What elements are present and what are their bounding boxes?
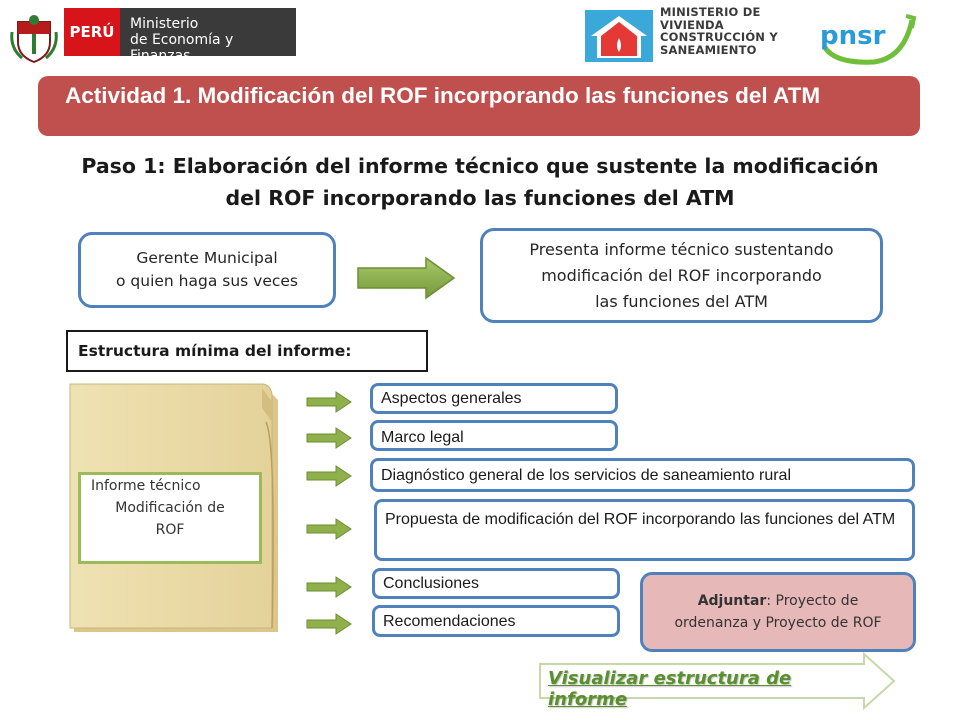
arrow-icon [306,613,352,635]
mef-line-1: Ministerio [130,16,199,32]
attach-note [640,572,916,652]
gerente-line-1: Gerente Municipal [136,249,278,267]
report-label-line-2: Modificación de [115,500,225,516]
item-conclusiones: Conclusiones [372,568,620,599]
structure-heading: Estructura mínima del informe: [66,330,428,372]
vivienda-line-2: VIVIENDA [660,17,724,32]
vivienda-line-3: CONSTRUCCIÓN Y [660,30,778,44]
arrow-icon [306,465,352,487]
report-label-line-3: ROF [155,522,185,538]
item-diagnostico: Diagnóstico general de los servicios de saneamiento rural [370,458,915,492]
arrow-icon [306,391,352,413]
presenta-box [480,228,883,323]
vivienda-line-4: SANEAMIENTO [660,42,757,57]
svg-text:pnsr: pnsr [820,21,886,51]
item-recomendaciones: Recomendaciones [372,605,620,637]
presenta-line-1: Presenta informe técnico sustentando [529,239,834,259]
report-label-line-1: Informe técnico [91,478,201,494]
item-propuesta: Propuesta de modificación del ROF incorporando las funciones del ATM [374,499,915,561]
attach-note-rest: : Proyecto de [766,593,859,609]
peru-flag-label: PERÚ [64,8,120,56]
step-title [0,150,960,214]
arrow-icon [306,518,352,540]
attach-note-bold: Adjuntar [697,593,767,609]
arrow-icon [306,576,352,598]
mef-line-2: de Economía y Finanzas [130,32,234,64]
vivienda-logo-text [660,6,810,56]
step-title-line-2: del ROF incorporando las funciones del ATM [225,186,735,210]
view-structure-link[interactable]: Visualizar estructura de informe [548,668,792,710]
report-label [78,472,262,564]
presenta-line-2: modificación del ROF incorporando [541,265,822,285]
item-marco-legal: Marco legal [370,420,618,451]
item-aspectos-generales: Aspectos generales [370,383,618,414]
mef-logo [120,8,296,64]
vivienda-house-icon [585,10,653,62]
pnsr-logo [814,6,918,68]
step-title-line-1: Paso 1: Elaboración del informe técnico que sustente la modificación [81,154,879,178]
attach-note-line-2: ordenanza y Proyecto de ROF [674,615,882,631]
vivienda-line-1: MINISTERIO DE [660,5,761,19]
activity-banner: Actividad 1. Modificación del ROF incorporando las funciones del ATM [38,76,920,136]
gerente-line-2: o quien haga sus veces [116,272,298,290]
gerente-box [78,232,336,308]
attach-note-line-1 [643,590,913,612]
peru-coat-of-arms-icon [8,12,60,64]
arrow-icon [306,427,352,449]
flow-arrow-icon [356,256,456,300]
presenta-line-3: las funciones del ATM [595,291,768,311]
